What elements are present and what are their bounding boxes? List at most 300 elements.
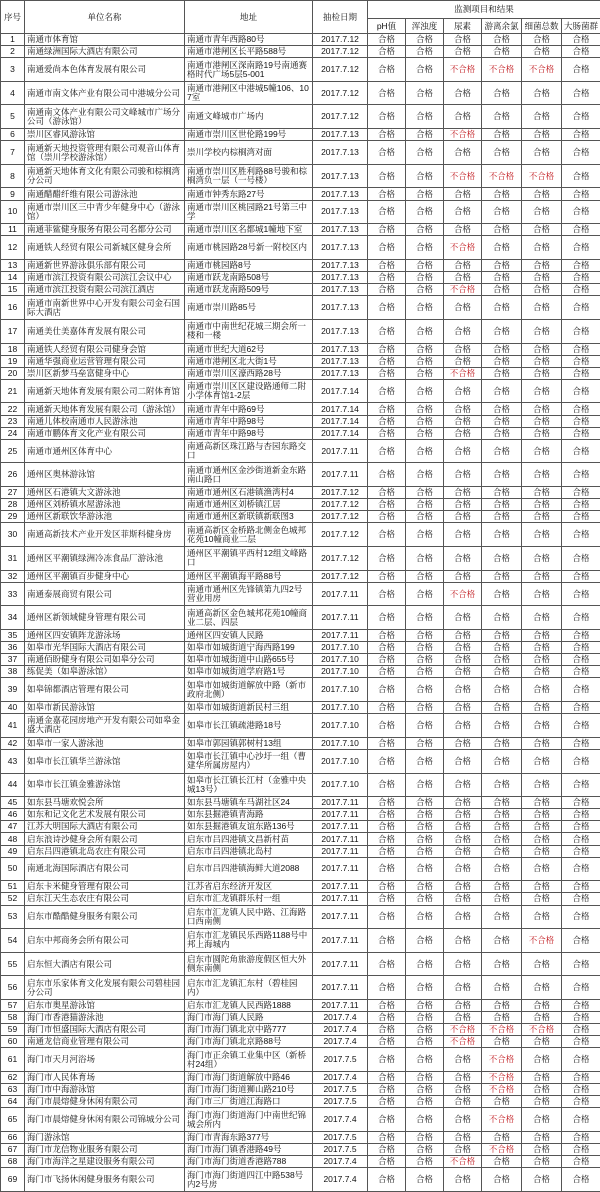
chlorine-result: 合格 [482, 236, 522, 260]
address: 如皋市如城街道学府路1号 [185, 666, 313, 678]
chlorine-result: 合格 [482, 797, 522, 809]
address: 海门市海门镇人民路 [185, 1012, 313, 1024]
header-item-chlorine: 游离余氯 [482, 19, 522, 34]
ph-result: 合格 [368, 929, 406, 953]
turbidity-result: 合格 [406, 821, 444, 833]
row-number: 10 [1, 200, 25, 224]
table-row [1, 773, 600, 797]
turbidity-result: 合格 [406, 164, 444, 188]
urea-result: 合格 [444, 427, 482, 439]
coliform-result: 合格 [562, 141, 600, 165]
turbidity-result: 合格 [406, 654, 444, 666]
row-number: 47 [1, 821, 25, 833]
coliform-result: 合格 [562, 81, 600, 105]
table-row [1, 188, 600, 200]
row-number: 43 [1, 749, 25, 773]
unit-name: 南通美仕美嘉体育发展有限公司 [25, 319, 185, 343]
ph-result: 合格 [368, 439, 406, 463]
turbidity-result: 合格 [406, 367, 444, 379]
chlorine-result: 合格 [482, 666, 522, 678]
address: 启东市吕四港镇北岛村 [185, 845, 313, 857]
table-row [1, 511, 600, 523]
chlorine-result: 合格 [482, 487, 522, 499]
unit-name: 南通新天地体育文化有限公司骏和棕榈湾分公司 [25, 164, 185, 188]
ph-result: 合格 [368, 272, 406, 284]
ph-result: 合格 [368, 81, 406, 105]
urea-result: 合格 [444, 511, 482, 523]
urea-result: 不合格 [444, 164, 482, 188]
row-number: 39 [1, 678, 25, 702]
chlorine-result: 合格 [482, 439, 522, 463]
ph-result: 合格 [368, 415, 406, 427]
coliform-result: 合格 [562, 427, 600, 439]
coliform-result: 合格 [562, 821, 600, 833]
address: 如东县马塘镇车马湖社区24 [185, 797, 313, 809]
urea-result: 合格 [444, 570, 482, 582]
turbidity-result: 合格 [406, 797, 444, 809]
unit-name: 启东江天生态农庄有限公司 [25, 893, 185, 905]
bacteria-result: 合格 [522, 1144, 562, 1156]
header-item-bacteria: 细菌总数 [522, 19, 562, 34]
address: 南通市通州区先锋镇第九四2号营业用房 [185, 582, 313, 606]
turbidity-result: 合格 [406, 702, 444, 714]
inspection-date: 2017.7.11 [313, 845, 368, 857]
ph-result: 合格 [368, 1048, 406, 1072]
chlorine-result: 合格 [482, 952, 522, 976]
ph-result: 合格 [368, 666, 406, 678]
table-row [1, 642, 600, 654]
turbidity-result: 合格 [406, 666, 444, 678]
urea-result: 合格 [444, 379, 482, 403]
row-number: 62 [1, 1072, 25, 1084]
turbidity-result: 合格 [406, 809, 444, 821]
address: 海门市海门街道解放中路46 [185, 1072, 313, 1084]
urea-result: 合格 [444, 702, 482, 714]
inspection-date: 2017.7.11 [313, 1000, 368, 1012]
address: 南通市港闸区深南路19号南通赛格时代广场5层5-001 [185, 58, 313, 82]
ph-result: 合格 [368, 1132, 406, 1144]
chlorine-result: 合格 [482, 714, 522, 738]
unit-name: 江苏大明国际大酒店有限公司 [25, 821, 185, 833]
unit-name: 南通龙信商业管理有限公司 [25, 1036, 185, 1048]
unit-name: 海门市人民体育场 [25, 1072, 185, 1084]
ph-result: 合格 [368, 487, 406, 499]
coliform-result: 合格 [562, 439, 600, 463]
inspection-date: 2017.7.4 [313, 1072, 368, 1084]
coliform-result: 合格 [562, 702, 600, 714]
chlorine-result: 合格 [482, 654, 522, 666]
urea-result: 合格 [444, 833, 482, 845]
urea-result: 不合格 [444, 367, 482, 379]
ph-result: 合格 [368, 200, 406, 224]
urea-result: 合格 [444, 857, 482, 881]
inspection-date: 2017.7.13 [313, 355, 368, 367]
coliform-result: 合格 [562, 379, 600, 403]
chlorine-result: 不合格 [482, 1072, 522, 1084]
address: 启东市汇龙镇群乐村一组 [185, 893, 313, 905]
table-row [1, 164, 600, 188]
unit-name: 如皋市新民游泳馆 [25, 702, 185, 714]
address: 海门市海门镇香港路49号 [185, 1144, 313, 1156]
urea-result: 合格 [444, 403, 482, 415]
unit-name: 海门市晨熔健身休闲有限公司 [25, 1096, 185, 1108]
bacteria-result: 合格 [522, 355, 562, 367]
header-address: 地址 [185, 1, 313, 34]
turbidity-result: 合格 [406, 105, 444, 129]
row-number: 37 [1, 654, 25, 666]
chlorine-result: 不合格 [482, 1144, 522, 1156]
header-group: 监测项目和结果 [368, 1, 600, 19]
inspection-date: 2017.7.5 [313, 1132, 368, 1144]
urea-result: 合格 [444, 415, 482, 427]
urea-result: 合格 [444, 296, 482, 320]
chlorine-result: 合格 [482, 1000, 522, 1012]
ph-result: 合格 [368, 654, 406, 666]
chlorine-result: 合格 [482, 893, 522, 905]
ph-result: 合格 [368, 1084, 406, 1096]
row-number: 56 [1, 976, 25, 1000]
row-number: 22 [1, 403, 25, 415]
turbidity-result: 合格 [406, 1024, 444, 1036]
inspection-date: 2017.7.4 [313, 1168, 368, 1192]
chlorine-result: 合格 [482, 319, 522, 343]
coliform-result: 合格 [562, 1168, 600, 1192]
address: 南通高新区金色城邦花苑10幢商业二层、四层 [185, 606, 313, 630]
table-row [1, 893, 600, 905]
chlorine-result: 合格 [482, 1132, 522, 1144]
row-number: 6 [1, 129, 25, 141]
unit-name: 崇川区睿风游泳馆 [25, 129, 185, 141]
ph-result: 合格 [368, 58, 406, 82]
coliform-result: 合格 [562, 319, 600, 343]
chlorine-result: 合格 [482, 343, 522, 355]
urea-result: 合格 [444, 343, 482, 355]
turbidity-result: 合格 [406, 355, 444, 367]
chlorine-result: 合格 [482, 857, 522, 881]
address: 南通市港闸区北大街1号 [185, 355, 313, 367]
row-number: 65 [1, 1108, 25, 1132]
unit-name: 南通市崇川区三中青少年健身中心（游泳馆） [25, 200, 185, 224]
unit-name: 通州区新领域健身管理有限公司 [25, 606, 185, 630]
chlorine-result: 合格 [482, 105, 522, 129]
unit-name: 通州区奥林游泳馆 [25, 463, 185, 487]
unit-name: 南通菲鲨健身服务有限公司名都分公司 [25, 224, 185, 236]
turbidity-result: 合格 [406, 272, 444, 284]
coliform-result: 合格 [562, 893, 600, 905]
turbidity-result: 合格 [406, 415, 444, 427]
inspection-date: 2017.7.13 [313, 129, 368, 141]
unit-name: 南通儿体校南通市人民游泳池 [25, 415, 185, 427]
chlorine-result: 合格 [482, 905, 522, 929]
unit-name: 如东县马塘欢悦会所 [25, 797, 185, 809]
address: 海门市海门街道海门中南世纪锦城会所内 [185, 1108, 313, 1132]
bacteria-result: 不合格 [522, 929, 562, 953]
coliform-result: 合格 [562, 343, 600, 355]
turbidity-result: 合格 [406, 905, 444, 929]
table-row [1, 1072, 600, 1084]
coliform-result: 合格 [562, 499, 600, 511]
unit-name: 如皋市长江镇华兰游泳馆 [25, 749, 185, 773]
unit-name: 通州区四安镇阵龙游泳场 [25, 629, 185, 641]
inspection-date: 2017.7.11 [313, 976, 368, 1000]
coliform-result: 合格 [562, 164, 600, 188]
inspection-date: 2017.7.5 [313, 1084, 368, 1096]
ph-result: 合格 [368, 1096, 406, 1108]
row-number: 9 [1, 188, 25, 200]
inspection-date: 2017.7.11 [313, 463, 368, 487]
urea-result: 合格 [444, 463, 482, 487]
inspection-date: 2017.7.5 [313, 1048, 368, 1072]
coliform-result: 合格 [562, 1048, 600, 1072]
bacteria-result: 合格 [522, 367, 562, 379]
row-number: 66 [1, 1132, 25, 1144]
urea-result: 合格 [444, 487, 482, 499]
urea-result: 合格 [444, 606, 482, 630]
row-number: 31 [1, 546, 25, 570]
row-number: 26 [1, 463, 25, 487]
address: 南通市崇川区胜利路88号骏和棕榈湾负一层（一号楼） [185, 164, 313, 188]
unit-name: 海门市晨熔健身休闲有限公司锦城分公司 [25, 1108, 185, 1132]
ph-result: 合格 [368, 129, 406, 141]
ph-result: 合格 [368, 582, 406, 606]
urea-result: 合格 [444, 1132, 482, 1144]
chlorine-result: 合格 [482, 463, 522, 487]
table-row [1, 952, 600, 976]
row-number: 57 [1, 1000, 25, 1012]
urea-result: 合格 [444, 1084, 482, 1096]
urea-result: 合格 [444, 224, 482, 236]
row-number: 27 [1, 487, 25, 499]
coliform-result: 合格 [562, 46, 600, 58]
table-row [1, 487, 600, 499]
address: 南通市港闸区中港城5幢106、107室 [185, 81, 313, 105]
turbidity-result: 合格 [406, 1156, 444, 1168]
bacteria-result: 合格 [522, 606, 562, 630]
table-row [1, 439, 600, 463]
chlorine-result: 合格 [482, 702, 522, 714]
coliform-result: 合格 [562, 809, 600, 821]
address: 启东市吕四港镇海鲜大道2088 [185, 857, 313, 881]
turbidity-result: 合格 [406, 1048, 444, 1072]
bacteria-result: 合格 [522, 296, 562, 320]
bacteria-result: 合格 [522, 427, 562, 439]
row-number: 53 [1, 905, 25, 929]
turbidity-result: 合格 [406, 1096, 444, 1108]
bacteria-result: 合格 [522, 1048, 562, 1072]
address: 通州区平潮镇海平路88号 [185, 570, 313, 582]
table-row [1, 905, 600, 929]
coliform-result: 合格 [562, 1156, 600, 1168]
bacteria-result: 合格 [522, 702, 562, 714]
table-row [1, 129, 600, 141]
urea-result: 合格 [444, 1168, 482, 1192]
unit-name: 南通铁人经贸有限公司健身会馆 [25, 343, 185, 355]
header-item-coliform: 大肠菌群 [562, 19, 600, 34]
inspection-date: 2017.7.12 [313, 499, 368, 511]
header-date: 抽检日期 [313, 1, 368, 34]
bacteria-result: 合格 [522, 463, 562, 487]
table-row [1, 415, 600, 427]
bacteria-result: 合格 [522, 200, 562, 224]
table-row [1, 296, 600, 320]
inspection-date: 2017.7.13 [313, 164, 368, 188]
inspection-date: 2017.7.13 [313, 343, 368, 355]
chlorine-result: 合格 [482, 606, 522, 630]
row-number: 59 [1, 1024, 25, 1036]
table-row [1, 427, 600, 439]
urea-result: 合格 [444, 1000, 482, 1012]
urea-result: 不合格 [444, 236, 482, 260]
inspection-date: 2017.7.12 [313, 546, 368, 570]
bacteria-result: 合格 [522, 379, 562, 403]
chlorine-result: 不合格 [482, 164, 522, 188]
inspection-date: 2017.7.11 [313, 582, 368, 606]
chlorine-result: 合格 [482, 427, 522, 439]
table-row [1, 797, 600, 809]
turbidity-result: 合格 [406, 976, 444, 1000]
unit-name: 南通爱尚本色体育发展有限公司 [25, 58, 185, 82]
coliform-result: 合格 [562, 58, 600, 82]
chlorine-result: 合格 [482, 773, 522, 797]
row-number: 69 [1, 1168, 25, 1192]
inspection-date: 2017.7.10 [313, 666, 368, 678]
table-row [1, 46, 600, 58]
inspection-date: 2017.7.4 [313, 1108, 368, 1132]
urea-result: 合格 [444, 654, 482, 666]
table-row [1, 702, 600, 714]
turbidity-result: 合格 [406, 1084, 444, 1096]
unit-name: 海门市龙信物业服务有限公司 [25, 1144, 185, 1156]
address: 南通市崇川区濠西路28号 [185, 367, 313, 379]
bacteria-result: 合格 [522, 833, 562, 845]
inspection-date: 2017.7.12 [313, 58, 368, 82]
inspection-date: 2017.7.11 [313, 439, 368, 463]
urea-result: 合格 [444, 355, 482, 367]
chlorine-result: 不合格 [482, 1048, 522, 1072]
ph-result: 合格 [368, 570, 406, 582]
ph-result: 合格 [368, 511, 406, 523]
bacteria-result: 合格 [522, 141, 562, 165]
inspection-date: 2017.7.13 [313, 367, 368, 379]
header-no: 序号 [1, 1, 25, 34]
unit-name: 通州区平潮镇百步健身中心 [25, 570, 185, 582]
table-row [1, 367, 600, 379]
unit-name: 通州区新联饮华游泳池 [25, 511, 185, 523]
table-row [1, 606, 600, 630]
address: 海门市海门街道狮山路210号 [185, 1084, 313, 1096]
turbidity-result: 合格 [406, 427, 444, 439]
address: 崇川学校内棕榈湾对面 [185, 141, 313, 165]
unit-name: 南通市滨江投资有限公司滨江酒店 [25, 284, 185, 296]
inspection-date: 2017.7.10 [313, 737, 368, 749]
bacteria-result: 合格 [522, 224, 562, 236]
row-number: 68 [1, 1156, 25, 1168]
coliform-result: 合格 [562, 976, 600, 1000]
row-number: 14 [1, 272, 25, 284]
ph-result: 合格 [368, 809, 406, 821]
urea-result: 合格 [444, 499, 482, 511]
coliform-result: 合格 [562, 714, 600, 738]
urea-result: 合格 [444, 188, 482, 200]
chlorine-result: 合格 [482, 833, 522, 845]
row-number: 41 [1, 714, 25, 738]
ph-result: 合格 [368, 833, 406, 845]
address: 南通市青年中路98号 [185, 427, 313, 439]
chlorine-result: 合格 [482, 929, 522, 953]
address: 南通市通州区金沙街道新金东路南山路口 [185, 463, 313, 487]
coliform-result: 合格 [562, 367, 600, 379]
inspection-date: 2017.7.10 [313, 642, 368, 654]
urea-result: 合格 [444, 893, 482, 905]
urea-result: 合格 [444, 881, 482, 893]
bacteria-result: 合格 [522, 749, 562, 773]
table-row [1, 809, 600, 821]
ph-result: 合格 [368, 821, 406, 833]
inspection-date: 2017.7.4 [313, 1012, 368, 1024]
chlorine-result: 合格 [482, 224, 522, 236]
ph-result: 合格 [368, 606, 406, 630]
chlorine-result: 合格 [482, 296, 522, 320]
turbidity-result: 合格 [406, 439, 444, 463]
ph-result: 合格 [368, 1036, 406, 1048]
address: 南通市青年中路69号 [185, 403, 313, 415]
ph-result: 合格 [368, 343, 406, 355]
table-row [1, 1096, 600, 1108]
unit-name: 启东中邦商务会所有限公司 [25, 929, 185, 953]
bacteria-result: 合格 [522, 570, 562, 582]
coliform-result: 合格 [562, 523, 600, 547]
coliform-result: 合格 [562, 1012, 600, 1024]
turbidity-result: 合格 [406, 570, 444, 582]
ph-result: 合格 [368, 737, 406, 749]
unit-name: 海门市天月河浴场 [25, 1048, 185, 1072]
bacteria-result: 合格 [522, 654, 562, 666]
address: 南通市中南世纪花城三期会所一楼和一楼 [185, 319, 313, 343]
chlorine-result: 合格 [482, 809, 522, 821]
table-row [1, 81, 600, 105]
chlorine-result: 合格 [482, 367, 522, 379]
ph-result: 合格 [368, 403, 406, 415]
coliform-result: 合格 [562, 1144, 600, 1156]
turbidity-result: 合格 [406, 1168, 444, 1192]
unit-name: 如东和记文化艺术发展有限公司 [25, 809, 185, 821]
coliform-result: 合格 [562, 415, 600, 427]
inspection-date: 2017.7.13 [313, 319, 368, 343]
ph-result: 合格 [368, 1168, 406, 1192]
turbidity-result: 合格 [406, 319, 444, 343]
coliform-result: 合格 [562, 463, 600, 487]
bacteria-result: 合格 [522, 439, 562, 463]
table-row [1, 284, 600, 296]
urea-result: 合格 [444, 642, 482, 654]
unit-name: 南通高新技术产业开发区菲斯科健身房 [25, 523, 185, 547]
inspection-date: 2017.7.12 [313, 105, 368, 129]
urea-result: 合格 [444, 929, 482, 953]
coliform-result: 合格 [562, 654, 600, 666]
row-number: 42 [1, 737, 25, 749]
address: 南通市崇川区世伦路199号 [185, 129, 313, 141]
inspection-date: 2017.7.12 [313, 34, 368, 46]
urea-result: 合格 [444, 976, 482, 1000]
ph-result: 合格 [368, 284, 406, 296]
row-number: 32 [1, 570, 25, 582]
address: 南通市通州区石港镇渔湾村4 [185, 487, 313, 499]
chlorine-result: 不合格 [482, 1084, 522, 1096]
coliform-result: 合格 [562, 200, 600, 224]
coliform-result: 合格 [562, 773, 600, 797]
ph-result: 合格 [368, 845, 406, 857]
table-row [1, 737, 600, 749]
